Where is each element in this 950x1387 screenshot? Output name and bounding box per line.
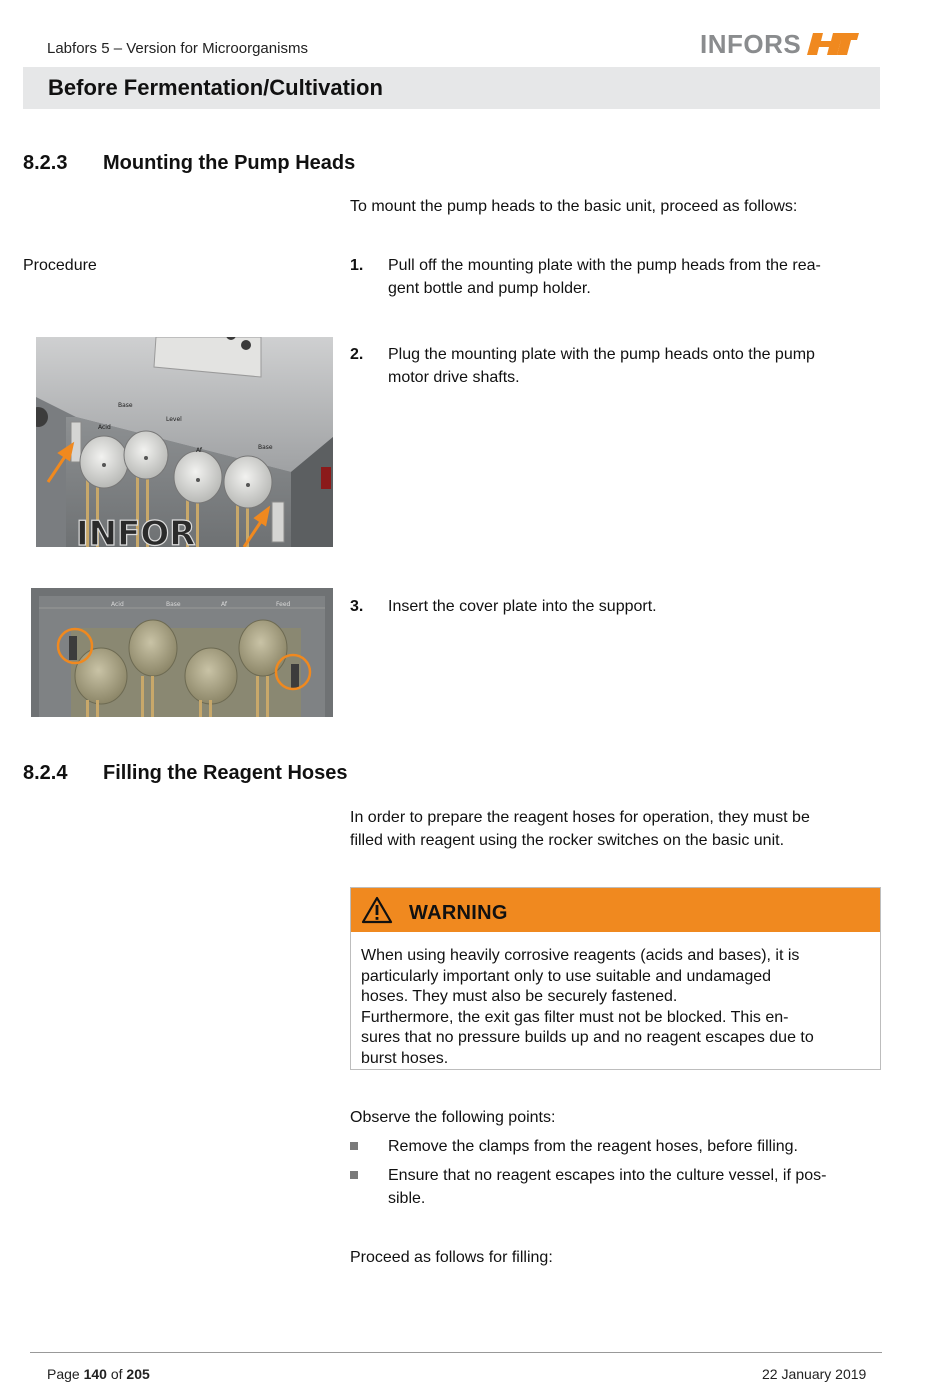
- photo2-label-acid: Acid: [111, 601, 124, 608]
- photo1-label-acid: Acid: [98, 424, 111, 431]
- step-text: Plug the mounting plate with the pump heads onto the pump motor drive shafts.: [388, 346, 815, 386]
- step-text: Insert the cover plate into the support.: [388, 598, 657, 615]
- warning-header: [351, 888, 880, 932]
- photo1-label-base2: Base: [258, 444, 273, 451]
- photo2-label-af: Af: [221, 601, 228, 608]
- observe-points-heading: Observe the following points:: [350, 1109, 556, 1126]
- chapter-header-bar: [23, 67, 880, 109]
- step-number: 1.: [350, 257, 364, 274]
- step-number: 2.: [350, 346, 364, 363]
- photo1-label-base: Base: [118, 402, 133, 409]
- chapter-title: Before Fermentation/Cultivation: [48, 75, 383, 100]
- bullet-text: Ensure that no reagent escapes into the culture vessel, if pos- sible.: [388, 1167, 827, 1207]
- cover-plate-photo: [31, 588, 333, 717]
- procedure-step-3: [350, 595, 880, 618]
- logo-mark-icon: [807, 31, 861, 57]
- step-text: Pull off the mounting plate with the pump heads from the rea- gent bottle and pump holder.: [388, 257, 821, 297]
- procedure-step-1: [350, 254, 880, 300]
- section-823-intro: To mount the pump heads to the basic unit, proceed as follows:: [350, 198, 798, 215]
- section-title-823: Mounting the Pump Heads: [103, 152, 356, 174]
- warning-triangle-icon: [361, 896, 393, 924]
- pump-heads-mounting-photo: [36, 337, 333, 547]
- document-date: 22 January 2019: [762, 1366, 867, 1382]
- photo2-label-base: Base: [166, 601, 181, 608]
- bullet-item-2: [350, 1164, 880, 1210]
- bullet-text: Remove the clamps from the reagent hoses, before filling.: [388, 1138, 798, 1155]
- photo1-label-level: Level: [166, 416, 182, 423]
- document-title: Labfors 5 – Version for Microorganisms: [47, 40, 308, 57]
- bullet-square-icon: [350, 1135, 388, 1158]
- photo2-label-feed: Feed: [276, 601, 291, 608]
- infors-ht-logo: [700, 30, 861, 58]
- section-title-824: Filling the Reagent Hoses: [103, 762, 348, 784]
- bullet-square-icon: [350, 1164, 388, 1210]
- footer-divider: [30, 1352, 882, 1353]
- logo-text: INFORS: [700, 28, 802, 59]
- procedure-step-2: [350, 343, 880, 389]
- step-number: 3.: [350, 598, 364, 615]
- section-number-824: 8.2.4: [23, 762, 68, 784]
- page-number: Page 140 of 205: [47, 1366, 150, 1382]
- bullet-item-1: [350, 1135, 880, 1158]
- warning-box: [350, 887, 881, 1070]
- section-number-823: 8.2.3: [23, 152, 68, 174]
- procedure-side-label: Procedure: [23, 257, 97, 274]
- warning-label: WARNING: [409, 901, 508, 924]
- proceed-filling-text: Proceed as follows for filling:: [350, 1249, 553, 1266]
- photo1-brand-text: INFOR: [76, 514, 196, 547]
- warning-text: When using heavily corrosive reagents (acids and bases), it is particularly important only to use suitable and undamaged hoses. They must also be securely fastened. Furthermore, the exit gas filter must not be blocked. This en- sures that no pressure builds up and no reagent escapes due to burst hoses.: [361, 947, 814, 1067]
- photo1-label-af: Af: [196, 447, 203, 454]
- section-824-intro: In order to prepare the reagent hoses for operation, they must be filled with reagent using the rocker switches on the basic unit.: [350, 809, 810, 849]
